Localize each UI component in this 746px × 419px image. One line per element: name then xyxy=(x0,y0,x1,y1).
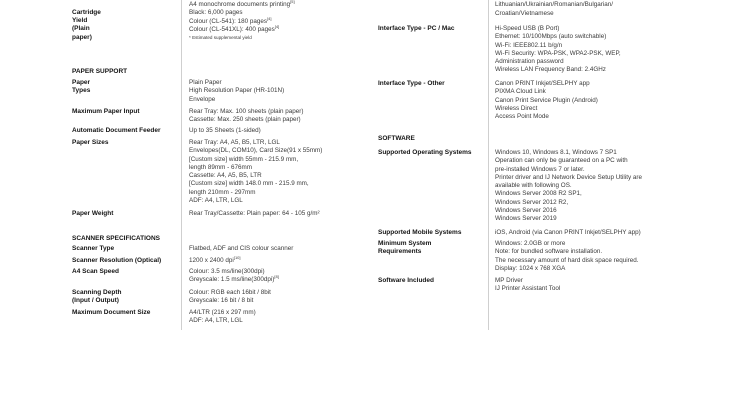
paper-support-heading: PAPER SUPPORT xyxy=(72,68,128,75)
max-input-line: Cassette: Max. 250 sheets (plain paper) xyxy=(189,116,301,124)
paper-sizes-label: Paper Sizes xyxy=(72,139,109,146)
left-column-separator xyxy=(181,0,182,330)
max-paper-input-values xyxy=(189,108,303,125)
yield-line: Colour (CL-541): 180 pages[4] xyxy=(189,15,272,25)
interface-line: Hi-Speed USB (B Port) xyxy=(495,25,560,32)
interface-other-line: Wireless Direct xyxy=(495,104,538,112)
min-system-line: Windows: 2.0GB or more xyxy=(495,240,566,247)
cartridges-label xyxy=(72,0,105,1)
paper-weight-value: Rear Tray/Cassette: Plain paper: 64 - 105 g/m² xyxy=(189,210,320,217)
scan-speed-line: Greyscale: 1.5 ms/line(300dpi)[8] xyxy=(189,274,279,284)
scanner-type-label: Scanner Type xyxy=(72,245,115,252)
language-line: Croatian/Vietnamese xyxy=(495,9,554,17)
min-system-line: Note: for bundled software installation. xyxy=(495,248,603,256)
scanning-depth-values xyxy=(189,289,271,306)
max-paper-input-label: Maximum Paper Input xyxy=(72,108,140,115)
min-system-label-line: Minimum System xyxy=(378,240,432,247)
cartridge-yield-values xyxy=(189,1,295,42)
scanning-depth-line: Greyscale: 16 bit / 8 bit xyxy=(189,297,254,305)
os-line: Printer driver and IJ Network Device Setup Utility are xyxy=(495,173,642,181)
paper-size-line: ADF: A4, LTR, LGL xyxy=(189,197,243,205)
interface-other-label: Interface Type - Other xyxy=(378,80,445,87)
os-line: Windows Server 2008 R2 SP1, xyxy=(495,190,582,198)
scanning-depth-label-line: Scanning Depth xyxy=(72,289,122,296)
paper-type: High Resolution Paper (HR-101N) xyxy=(189,87,285,95)
language-line: Lithuanian/Ukrainian/Romanian/Bulgarian/ xyxy=(495,1,613,9)
min-system-label-line: Requirements xyxy=(378,248,422,256)
scanning-depth-line: Colour: RGB each 16bit / 8bit xyxy=(189,289,271,296)
adf-label: Automatic Document Feeder xyxy=(72,127,161,134)
max-input-line: Rear Tray: Max. 100 sheets (plain paper) xyxy=(189,108,304,115)
paper-size-line: Cassette: A4, A5, B5, LTR xyxy=(189,172,262,180)
software-heading: SOFTWARE xyxy=(378,135,415,142)
paper-type: Plain Paper xyxy=(189,79,222,86)
software-included-label: Software Included xyxy=(378,277,434,284)
max-doc-line: ADF: A4, LTR, LGL xyxy=(189,317,243,325)
interface-line: Ethernet: 10/100Mbps (auto switchable) xyxy=(495,33,607,41)
supported-mobile-value: iOS, Android (via Canon PRINT Inkjet/SELPHY app) xyxy=(495,229,641,236)
interface-other-values xyxy=(495,80,598,121)
paper-types-values xyxy=(189,79,284,104)
scanner-type-value: Flatbed, ADF and CIS colour scanner xyxy=(189,245,294,252)
interface-other-line: Canon Print Service Plugin (Android) xyxy=(495,96,598,104)
interface-other-line: PIXMA Cloud Link xyxy=(495,88,546,96)
max-document-size-values xyxy=(189,309,256,326)
yield-line: Colour (CL-541XL): 400 pages[4] xyxy=(189,23,280,33)
interface-line: Administration password xyxy=(495,58,564,66)
yield-note: * Estimated supplemental yield xyxy=(189,35,252,41)
supported-os-label: Supported Operating Systems xyxy=(378,149,472,156)
interface-pc-mac-label: Interface Type - PC / Mac xyxy=(378,25,455,32)
max-doc-line: A4/LTR (216 x 297 mm) xyxy=(189,309,256,316)
interface-line: Wi-Fi Security: WPA-PSK, WPA2-PSK, WEP, xyxy=(495,49,621,57)
scan-speed-line: Colour: 3.5 ms/line(300dpi) xyxy=(189,268,265,275)
interface-pc-mac-values xyxy=(495,25,621,75)
scanner-specs-heading: SCANNER SPECIFICATIONS xyxy=(72,235,160,242)
paper-size-line: [Custom size] width 148.0 mm - 215.9 mm, xyxy=(189,180,309,188)
scanner-resolution-label: Scanner Resolution (Optical) xyxy=(72,257,162,264)
os-line: available with following OS. xyxy=(495,182,572,190)
yield-line: A4 monochrome documents printing[5] xyxy=(189,0,295,8)
paper-size-line: length 210mm - 297mm xyxy=(189,188,256,196)
paper-sizes-values xyxy=(189,139,322,205)
paper-weight-label: Paper Weight xyxy=(72,210,114,217)
scan-speed-label: A4 Scan Speed xyxy=(72,268,119,275)
os-line: Windows Server 2016 xyxy=(495,207,557,215)
software-line: MP Driver xyxy=(495,277,523,284)
scan-speed-values xyxy=(189,268,279,285)
paper-size-line: Envelopes(DL, COM10), Card Size(91 x 55mm) xyxy=(189,147,323,155)
scanning-depth-label-line: (Input / Output) xyxy=(72,297,119,305)
min-system-line: The necessary amount of hard disk space required. xyxy=(495,256,639,264)
languages-values xyxy=(495,0,619,18)
scanning-depth-label xyxy=(72,289,121,305)
interface-other-line: Canon PRINT Inkjet/SELPHY app xyxy=(495,80,590,87)
paper-size-line: length 89mm - 676mm xyxy=(189,163,252,171)
interface-other-line: Access Point Mode xyxy=(495,113,549,121)
min-system-line: Display: 1024 x 768 XGA xyxy=(495,264,566,272)
supported-os-values xyxy=(495,149,642,224)
max-document-size-label: Maximum Document Size xyxy=(72,309,151,316)
os-line: Windows Server 2012 R2, xyxy=(495,198,569,206)
os-line: Windows Server 2019 xyxy=(495,215,557,223)
right-column-separator xyxy=(488,0,489,330)
interface-line: Wi-Fi: IEEE802.11 b/g/n xyxy=(495,41,563,49)
software-line: IJ Printer Assistant Tool xyxy=(495,285,561,293)
min-system-values xyxy=(495,240,639,273)
paper-size-line: Rear Tray: A4, A5, B5, LTR, LGL xyxy=(189,139,280,146)
paper-types-label: Paper Types xyxy=(72,79,91,95)
interface-line: Wireless LAN Frequency Band: 2.4GHz xyxy=(495,66,606,74)
cartridge-yield-label: Cartridge Yield (Plain paper) xyxy=(72,9,101,41)
yield-line: Black: 6,000 pages xyxy=(189,9,243,17)
paper-type: Envelope xyxy=(189,95,216,103)
scanner-resolution-value: 1200 x 2400 dpi[10] xyxy=(189,254,241,264)
paper-size-line: [Custom size] width 55mm - 215.9 mm, xyxy=(189,155,299,163)
os-line: Windows 10, Windows 8.1, Windows 7 SP1 xyxy=(495,149,617,156)
os-line: Operation can only be guaranteed on a PC with xyxy=(495,157,628,165)
supported-mobile-label: Supported Mobile Systems xyxy=(378,229,462,236)
min-system-label xyxy=(378,240,431,256)
adf-value: Up to 35 Sheets (1-sided) xyxy=(189,127,261,134)
os-line: pre-installed Windows 7 or later. xyxy=(495,165,585,173)
software-included-values xyxy=(495,277,560,294)
